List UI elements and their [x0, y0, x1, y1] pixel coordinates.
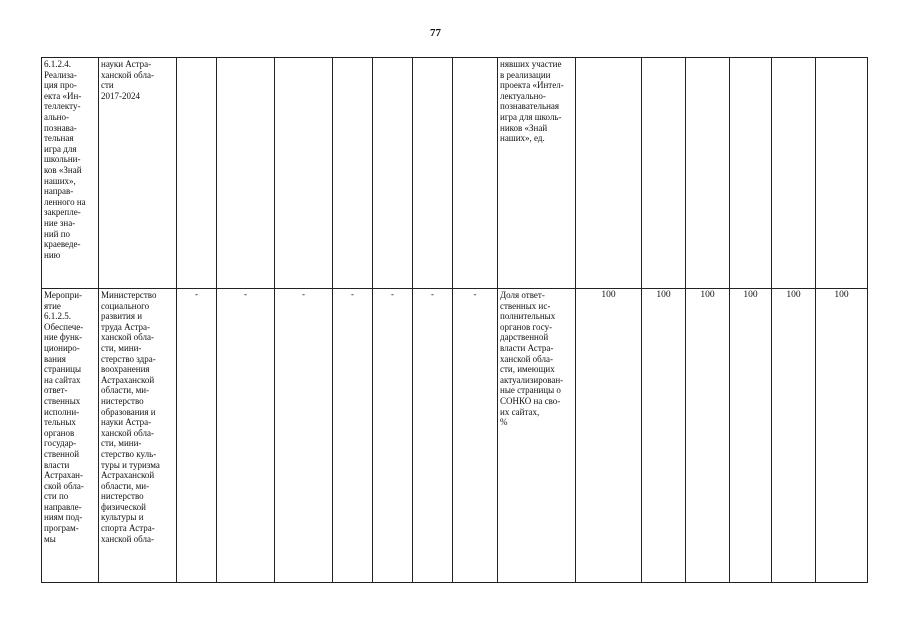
empty-cell [730, 58, 772, 289]
table-row [42, 58, 868, 289]
funding-cell: - [217, 289, 275, 583]
program-table [41, 57, 868, 583]
empty-cell [686, 58, 730, 289]
page-number: 77 [430, 27, 441, 39]
executor-cell [99, 58, 177, 289]
empty-cell [453, 58, 498, 289]
value-cell: 100 [730, 289, 772, 583]
event-cell [42, 289, 99, 583]
value-cell: 100 [686, 289, 730, 583]
table-row [42, 289, 868, 583]
indicator-text: Доля ответ- ственных ис- полнительных органов госу- дарственной власти Астра- ханской обла- сти, имеющих актуализирован- ные страницы о СОНКО на сво- их сайтах, % [500, 290, 564, 428]
executor-cell [99, 289, 177, 583]
empty-cell [772, 58, 816, 289]
indicator-text: нявших участие в реализации проекта «Интел- лектуально- познавательная игра для школь- ников «Знай наших», ед. [500, 59, 564, 144]
funding-cell: - [275, 289, 333, 583]
value-cell: 100 [772, 289, 816, 583]
empty-cell [642, 58, 686, 289]
executor-text: науки Астра- ханской обла- сти 2017-2024 [101, 59, 155, 101]
empty-cell [177, 58, 217, 289]
funding-cell: - [333, 289, 373, 583]
funding-cell: - [177, 289, 217, 583]
empty-cell [373, 58, 413, 289]
event-cell [42, 58, 99, 289]
empty-cell [217, 58, 275, 289]
indicator-cell [498, 289, 576, 583]
funding-cell: - [453, 289, 498, 583]
empty-cell [413, 58, 453, 289]
indicator-cell [498, 58, 576, 289]
empty-cell [333, 58, 373, 289]
value-cell: 100 [642, 289, 686, 583]
empty-cell [816, 58, 868, 289]
funding-cell: - [373, 289, 413, 583]
funding-cell: - [413, 289, 453, 583]
event-text: Меропри- ятие 6.1.2.5. Обеспече- ние функ- циониро- вания страницы на сайтах ответ- ственных исполни- тельных органов государ- ственной власти Астрахан- ской обла- сти по направле- ниям под- програм- мы [44, 290, 84, 544]
value-cell: 100 [576, 289, 642, 583]
value-cell: 100 [816, 289, 868, 583]
empty-cell [275, 58, 333, 289]
empty-cell [576, 58, 642, 289]
event-text: 6.1.2.4. Реализа- ция про- екта «Ин- теллекту- ально- познава- тельная игра для школьни- ков «Знай наших», направ- ленного на закрепле- ние зна- ний по краеведе- нию [44, 59, 86, 260]
executor-text: Министерство социального развития и труда Астра- ханской обла- сти, мини- стерство здра- воохранения Астраханской области, ми- нистерство образования и науки Астра- ханской обла- сти, мини- стерство куль- туры и туризма Астраханской области, ми- нистерство физической культуры и спорта Астра- ханской обла- [101, 290, 160, 544]
